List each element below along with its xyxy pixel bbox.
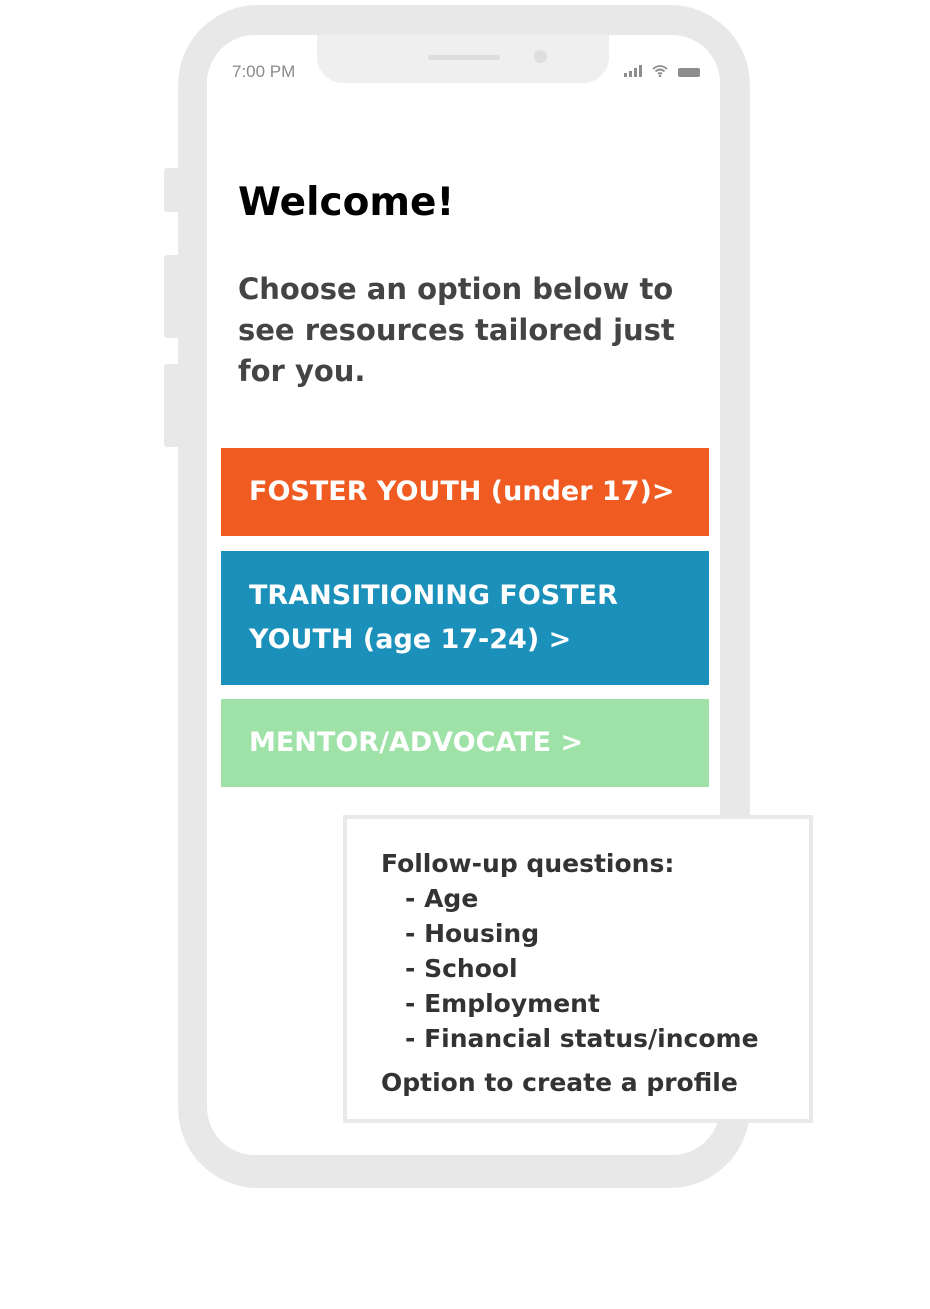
status-icons <box>624 65 700 77</box>
side-button-volume-down <box>164 364 182 447</box>
welcome-title: Welcome! <box>238 180 455 225</box>
status-time: 7:00 PM <box>232 62 296 81</box>
transitioning-foster-youth-label: TRANSITIONING FOSTER YOUTH (age 17-24) > <box>249 580 618 655</box>
side-button-mute <box>164 168 182 212</box>
front-camera <box>534 50 547 63</box>
followup-item-housing: - Housing <box>405 919 540 948</box>
mentor-advocate-label: MENTOR/ADVOCATE > <box>249 727 584 758</box>
welcome-intro: Choose an option below to see resources tailored just for you. <box>238 272 675 388</box>
mentor-advocate-button[interactable] <box>221 699 709 787</box>
notch <box>317 35 609 83</box>
followup-item-age: - Age <box>405 884 479 913</box>
speaker <box>428 55 500 60</box>
foster-youth-label: FOSTER YOUTH (under 17)> <box>249 476 675 507</box>
transitioning-foster-youth-button[interactable] <box>221 551 709 685</box>
followup-item-financial: - Financial status/income <box>405 1024 759 1053</box>
followup-profile-note: Option to create a profile <box>381 1068 738 1097</box>
followup-list <box>381 881 809 1056</box>
signal-icon <box>624 65 642 77</box>
followup-callout <box>343 815 813 1123</box>
followup-item-employment: - Employment <box>405 989 600 1018</box>
side-button-volume-up <box>164 255 182 338</box>
battery-icon <box>678 68 700 77</box>
followup-item-school: - School <box>405 954 518 983</box>
followup-title: Follow-up questions: <box>381 849 675 878</box>
foster-youth-button[interactable] <box>221 448 709 536</box>
wifi-icon <box>652 65 668 77</box>
